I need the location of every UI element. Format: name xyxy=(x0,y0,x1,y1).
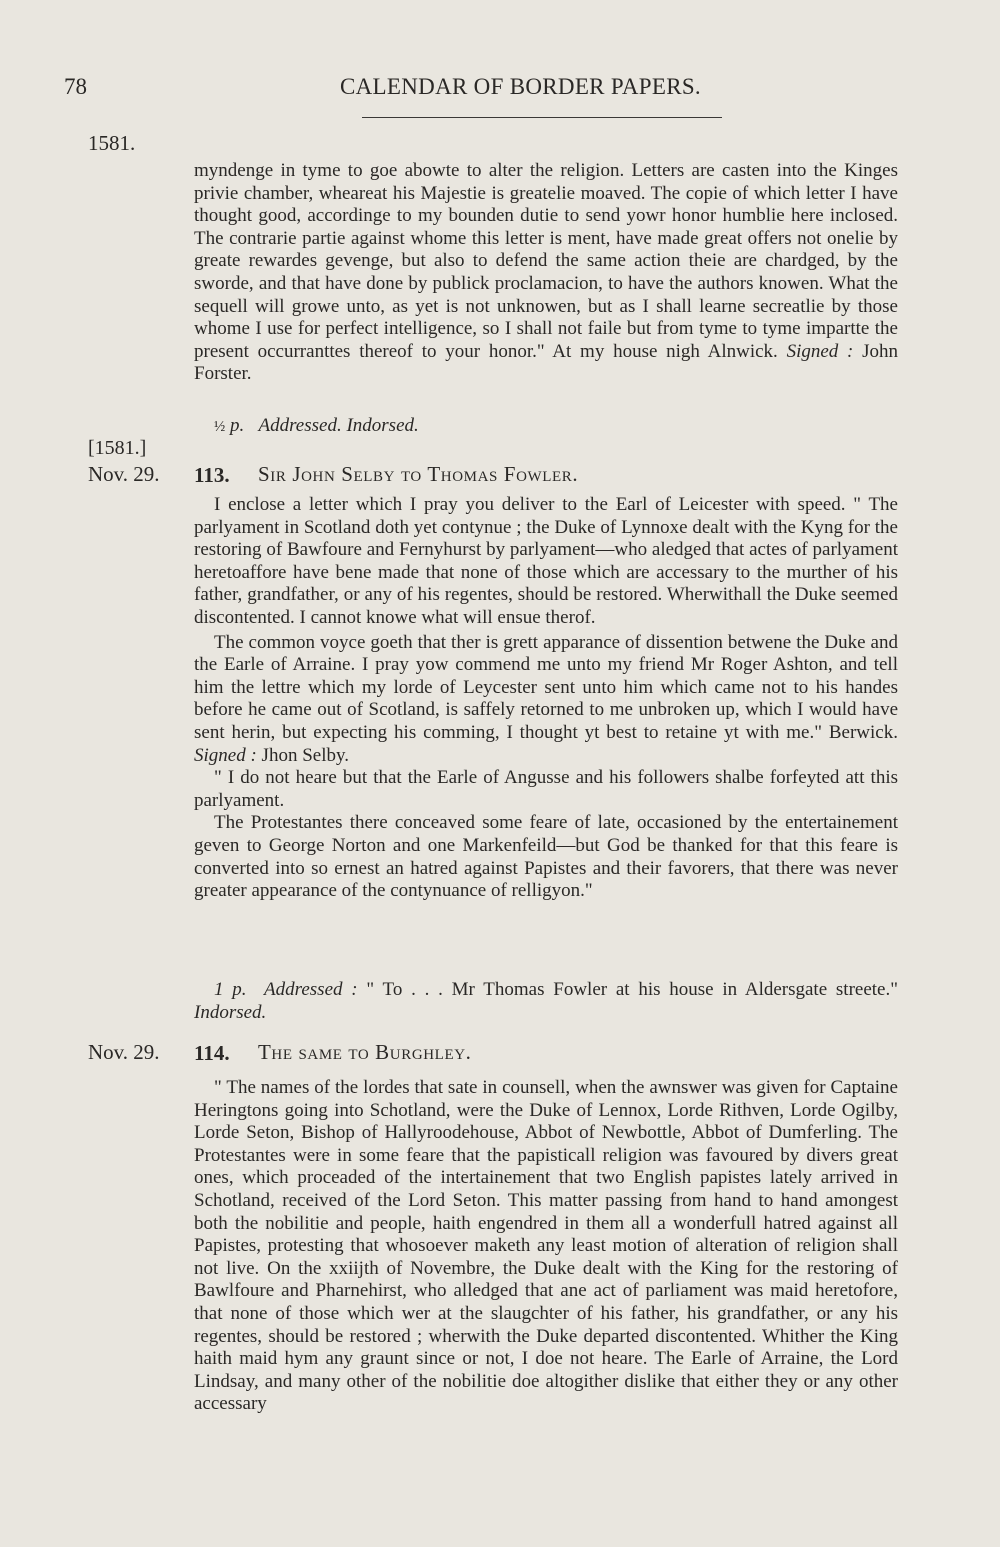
entry-113-note-end: Indorsed. xyxy=(194,1001,267,1023)
note-text: Addressed. Indorsed. xyxy=(258,415,419,436)
entry-114-para-1: " The names of the lordes that sate in counsell, when the awnswer was given for Captaine Heringtons going into Schotland, were the Duke of Lennox, Lorde Rithven, Lorde Ogilby, Lorde Seton, Bishop of Hallyroodehouse, Abbot of Newbottle, Abbot of Dumferling. The Protestantes were in some feare that the papisticall religion was favoured by divers great ones, which proceaded of the intertainement that two English papistes lately arrived in Schotland, received of the Lord Seton. This matter passing from hand to hand amongest both the nobilitie and people, haith engendred in them all a wonderfull hatred against all Papistes, protesting that whosoever maketh any least motion of alteration of religion shall not live. On the xxiijth of Novembre, the Duke dealt with the King for the restoring of Bawlfoure and Pharnehirst, who alledged that ane act of parliament was maid heretofore, that none of those which wer at the slaugchter of his father, his grandfather, or any his regentes, should be restored ; wherwith the Duke departed discontented. Whither the King haith maid hym any graunt since or not, I doe not heare. The Earle of Arraine, the Lord Lindsay, and many other of the nobilitie doe altogither dislike that either they or any other accessary xyxy=(194,1077,898,1415)
entry-113-para-4: The Protestantes there conceaved some feare of late, occasioned by the entertainement geven to George Norton and one Markenfeild—but God be thanked for that this feare is converted into so ernest an hatred against Papistes and their favorers, that there was never greater appearance of the contynuance of relligyon." xyxy=(194,812,898,902)
margin-date-114: Nov. 29. xyxy=(88,1040,160,1064)
entry-113-para-1: I enclose a letter which I pray you deliver to the Earl of Leicester with speed. " The parlyament in Scotland doth yet contynue ; the Duke of Lynnoxe dealt with the Kyng for the restoring of Bawfoure and Fernyhurst by parlyament—who aledged that actes of parlyament heretoaffore have bene made that none of those which are accessary to the murther of his father, grandfather, or any of his regentes, should be restored. Wherwithall the Duke seemed discontented. I cannot knowe what will ensue therof. xyxy=(194,494,898,628)
note-fraction: ½ xyxy=(214,419,226,435)
entry-113-note-text: " To . . . Mr Thomas Fowler at his house in Aldersgate streete." xyxy=(366,979,898,1000)
entry-113-signed-label: Signed : xyxy=(194,744,257,766)
section-112-continuation xyxy=(194,160,898,386)
margin-date-113: Nov. 29. xyxy=(88,462,160,486)
entry-113-title: Sir John Selby to Thomas Fowler. xyxy=(258,462,579,486)
entry-113-para-2: The common voyce goeth that ther is grett apparance of dissention betwene the Duke and the Earle of Arraine. I pray yow commend me unto my friend Mr Roger Ashton, and tell him the lettre which my lorde of Leycester sent unto him which came not to his handes before he came out of Scotland, is saffely retorned to me unbroken up, which I would have sent herin, but expecting his comming, I thought yt best to retaine yt with me." Berwick. xyxy=(194,631,898,743)
entry-113-note-page: 1 p. xyxy=(214,979,247,1000)
margin-year: 1581. xyxy=(88,131,136,155)
header-rule xyxy=(362,117,722,118)
section-112-text: myndenge in tyme to goe abowte to alter the religion. Letters are casten into the Kinges privie chamber, wheareat his Majestie is greatelie moaved. The copie of which letter I have thought good, accordinge to my bounden dutie to send yowr honor humblie here inclosed. The contrarie partie against whome this letter is ment, have made great offers not onelie by greate rewardes gevenge, but also to defend the same action theie are chardged, by the sworde, and that have done by publick proclamacion, to have the authors knowen. What the sequell will growe unto, as yet is not unknowen, but as I shall learne secreatlie by those whome I use for perfect intelligence, so I shall not faile but from tyme to tyme impartte the present occurranttes thereof to your honor." At my house nigh Alnwick. xyxy=(194,160,898,362)
entry-113-signed-name: Jhon Selby. xyxy=(261,744,349,766)
entry-114-body xyxy=(194,1077,898,1416)
entry-113-note-label: Addressed : xyxy=(264,979,358,1000)
entry-113-number: 113. xyxy=(194,463,230,487)
entry-113-para-3: " I do not heare but that the Earle of Angusse and his followers shalbe forfeyted att this parlyament. xyxy=(194,767,898,811)
signed-name: John Forster. xyxy=(194,340,899,385)
page-number: 78 xyxy=(64,74,87,99)
entry-114-number: 114. xyxy=(194,1041,230,1065)
entry-113-body xyxy=(194,494,898,903)
running-title: CALENDAR OF BORDER PAPERS. xyxy=(340,74,701,99)
section-112-note xyxy=(214,415,419,439)
signed-label: Signed : xyxy=(786,340,854,362)
entry-114-title: The same to Burghley. xyxy=(258,1040,472,1064)
entry-113-note xyxy=(194,979,898,1024)
note-page: p. xyxy=(230,415,245,436)
margin-year-bracketed: [1581.] xyxy=(88,437,147,459)
